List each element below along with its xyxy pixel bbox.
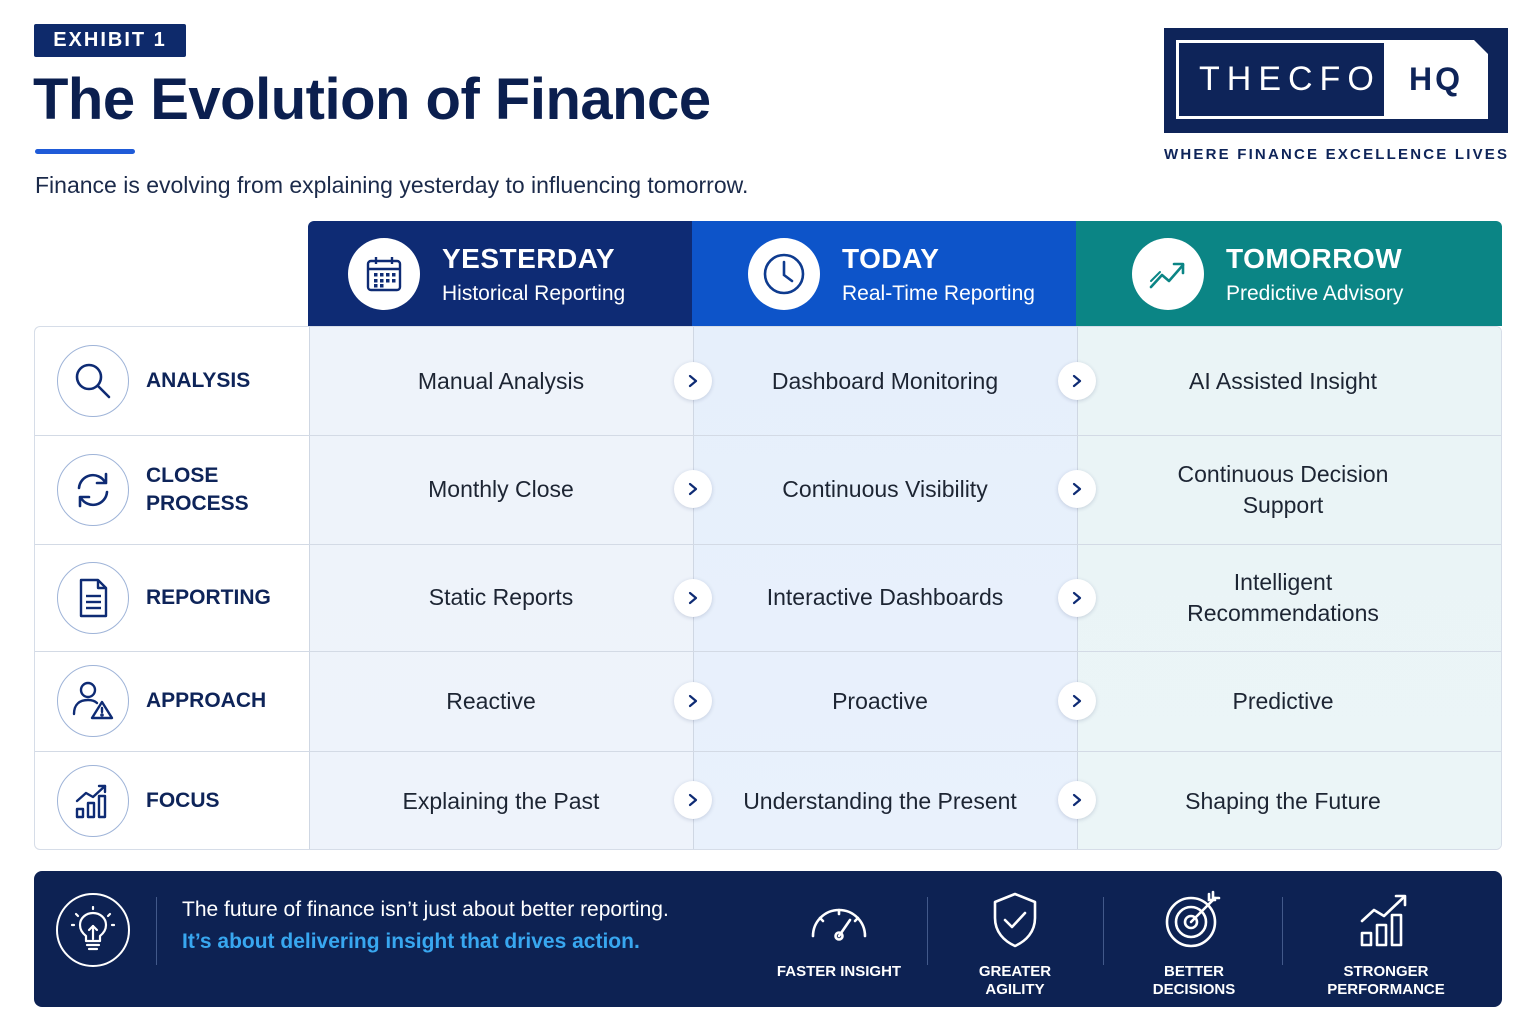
table-body [34,326,1502,850]
table-cell: Explaining the Past [402,787,600,814]
target-icon [1109,889,1279,951]
logo-hq: HQ [1384,40,1488,119]
row-label: ANALYSIS [146,369,251,392]
column-header-yesterday [308,221,692,326]
document-icon [57,562,129,634]
column-title: YESTERDAY [442,243,616,274]
trend-up-icon [1132,238,1204,310]
person-alert-icon [57,665,129,737]
magnifier-icon [57,345,129,417]
shield-check-icon [930,889,1100,951]
benefit-label: GREATER AGILITY [978,963,1052,998]
table-row-close-process [35,435,309,544]
chevron-right-icon [1058,682,1096,720]
table-cell: Interactive Dashboards [766,584,1004,610]
title-underline [35,149,135,154]
logo-text: THECFO [1199,60,1381,98]
chevron-right-icon [674,579,712,617]
table-cell: Understanding the Present [743,787,1017,814]
benefit-label: FASTER INSIGHT [776,963,902,980]
divider [927,897,928,965]
table-cell: Monthly Close [428,476,574,502]
benefit-label: STRONGER PERFORMANCE [1327,963,1445,998]
footer-highlight: It’s about delivering insight that drives action. [182,930,640,953]
chevron-right-icon [674,682,712,720]
chevron-right-icon [674,470,712,508]
table-row-approach [35,651,309,751]
table-row-focus [35,751,309,850]
column-title: TODAY [842,243,940,274]
footer-statement: The future of finance isn’t just about better reporting. [182,898,669,921]
growth-chart-icon [1301,889,1471,951]
table-cell: Shaping the Future [1185,787,1381,814]
page-subtitle: Finance is evolving from explaining yesterday to influencing tomorrow. [35,172,749,198]
exhibit-badge: EXHIBIT 1 [34,24,186,57]
column-title: TOMORROW [1226,243,1403,274]
row-label: REPORTING [146,585,271,609]
table-cell: Continuous Decision Support [1177,460,1389,518]
logo-frame [1176,40,1488,119]
chevron-right-icon [1058,781,1096,819]
refresh-icon [57,454,129,526]
table-row-analysis [35,327,309,435]
benefit-greater-agility [930,889,1100,999]
table-cell: AI Assisted Insight [1189,367,1377,394]
table-cell: Dashboard Monitoring [771,367,999,394]
table-cell: Continuous Visibility [782,476,988,502]
row-label: CLOSE PROCESS [146,463,249,515]
row-label: APPROACH [146,689,267,712]
table-cell: Predictive [1232,687,1334,714]
column-header-tomorrow [1076,221,1502,326]
page-title: The Evolution of Finance [33,67,711,132]
benefit-label: BETTER DECISIONS [1152,963,1236,998]
table-cell: Proactive [832,687,928,714]
column-subtitle: Predictive Advisory [1226,282,1404,305]
table-row-reporting [35,544,309,651]
divider [156,897,157,965]
chevron-right-icon [674,362,712,400]
brand-tagline: WHERE FINANCE EXCELLENCE LIVES [1164,146,1510,163]
table-cell: Intelligent Recommendations [1187,568,1379,626]
divider [1282,897,1283,965]
evolution-table [34,221,1502,850]
clock-icon [748,238,820,310]
table-cell: Reactive [446,687,536,714]
divider [1103,897,1104,965]
chevron-right-icon [1058,579,1096,617]
benefit-stronger-performance [1301,889,1471,999]
benefit-better-decisions [1109,889,1279,999]
column-subtitle: Historical Reporting [442,282,626,305]
calendar-icon [348,238,420,310]
lightbulb-icon [56,893,130,967]
table-cell: Manual Analysis [417,367,585,394]
gauge-icon [754,889,924,951]
footer-banner [34,871,1502,1007]
chevron-right-icon [674,781,712,819]
brand-logo [1164,28,1508,133]
row-label: FOCUS [146,789,220,812]
column-header-today [692,221,1076,326]
column-subtitle: Real-Time Reporting [842,282,1035,305]
logo-corner [1474,40,1488,54]
bar-chart-icon [57,765,129,837]
chevron-right-icon [1058,362,1096,400]
benefit-faster-insight [754,889,924,981]
chevron-right-icon [1058,470,1096,508]
table-cell: Static Reports [428,584,574,610]
